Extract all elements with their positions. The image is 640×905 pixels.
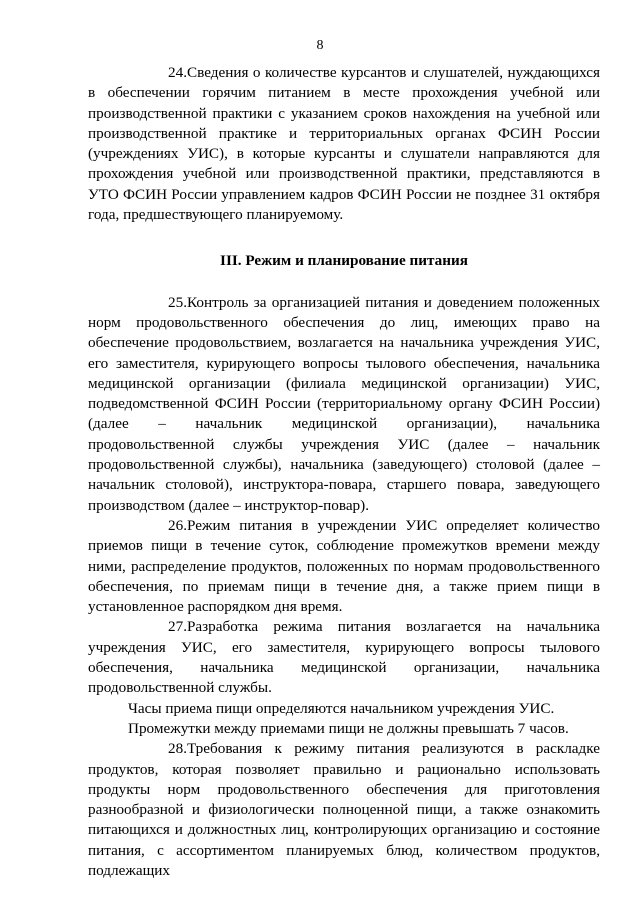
paragraph-28 [88,739,600,881]
paragraph-meal-intervals [88,719,600,739]
paragraph-24 [88,63,600,225]
paragraph-meal-hours [88,699,600,719]
paragraph-25 [88,293,600,516]
document-body [88,63,600,881]
paragraph-27 [88,617,600,698]
paragraph-text: Режим питания в учреждении УИС определяет количество приемов пищи в течение суток, соблюдение промежутков времени между ними, распределение продуктов, положенных по нормам продовольственного обеспечения, по приемам пищи в течение дня, а также прием пищи в установленное распорядком дня время. [88,516,600,616]
paragraph-number: 26. [168,516,187,534]
section-heading: III. Режим и планирование питания [220,252,468,270]
paragraph-number: 28. [168,740,187,758]
paragraph-text: Часы приема пищи определяются начальником учреждения УИС. [128,699,555,717]
paragraph-text: Требования к режиму питания реализуются в раскладке продуктов, которая позволяет правильно и рационально использовать продукты норм продовольственного обеспечения для приготовления разнообразной и физиологически полноценной пищи, а также ознакомить питающихся и должностных лиц, контролирующих организацию и состояние питания, с ассортиментом планируемых блюд, количеством продуктов, подлежащих [88,740,600,879]
paragraph-text: Разработка режима питания возлагается на начальника учреждения УИС, его заместителя, курирующего вопросы тылового обеспечения, начальника медицинской организации, начальника продовольственной службы. [88,618,600,697]
paragraph-number: 25. [168,293,187,311]
paragraph-text: Сведения о количестве курсантов и слушателей, нуждающихся в обеспечении горячим питанием в месте прохождения учебной или производственной практики с указанием сроков нахождения на учебной или производственной практике и территориальных органах ФСИН России (учреждениях УИС), в которые курсанты и слушатели направляются для прохождения учебной или производственной практики, представляются в УТО ФСИН России управлением кадров ФСИН России не позднее 31 октября года, предшествующего планируемому. [88,64,600,224]
paragraph-text: Контроль за организацией питания и доведением положенных норм продовольственного обеспечения до лиц, имеющих право на обеспечение продовольствием, возлагается на начальника учреждения УИС, его заместителя, курирующего вопросы тылового обеспечения, начальника медицинской организации (филиала медицинской организации) УИС, подведомственной ФСИН России (территориальному органу ФСИН России) (далее – начальник медицинской организации), начальника продовольственной службы учреждения УИС (далее – начальник продовольственной службы), начальника (заведующего) столовой (далее – начальник столовой), инструктора-повара, старшего повара, заведующего производством (далее – инструктор-повар). [88,293,600,514]
page-number: 8 [316,38,324,53]
paragraph-26 [88,516,600,617]
paragraph-text: Промежутки между приемами пищи не должны превышать 7 часов. [128,719,569,737]
paragraph-number: 27. [168,618,187,636]
paragraph-number: 24. [168,64,187,81]
